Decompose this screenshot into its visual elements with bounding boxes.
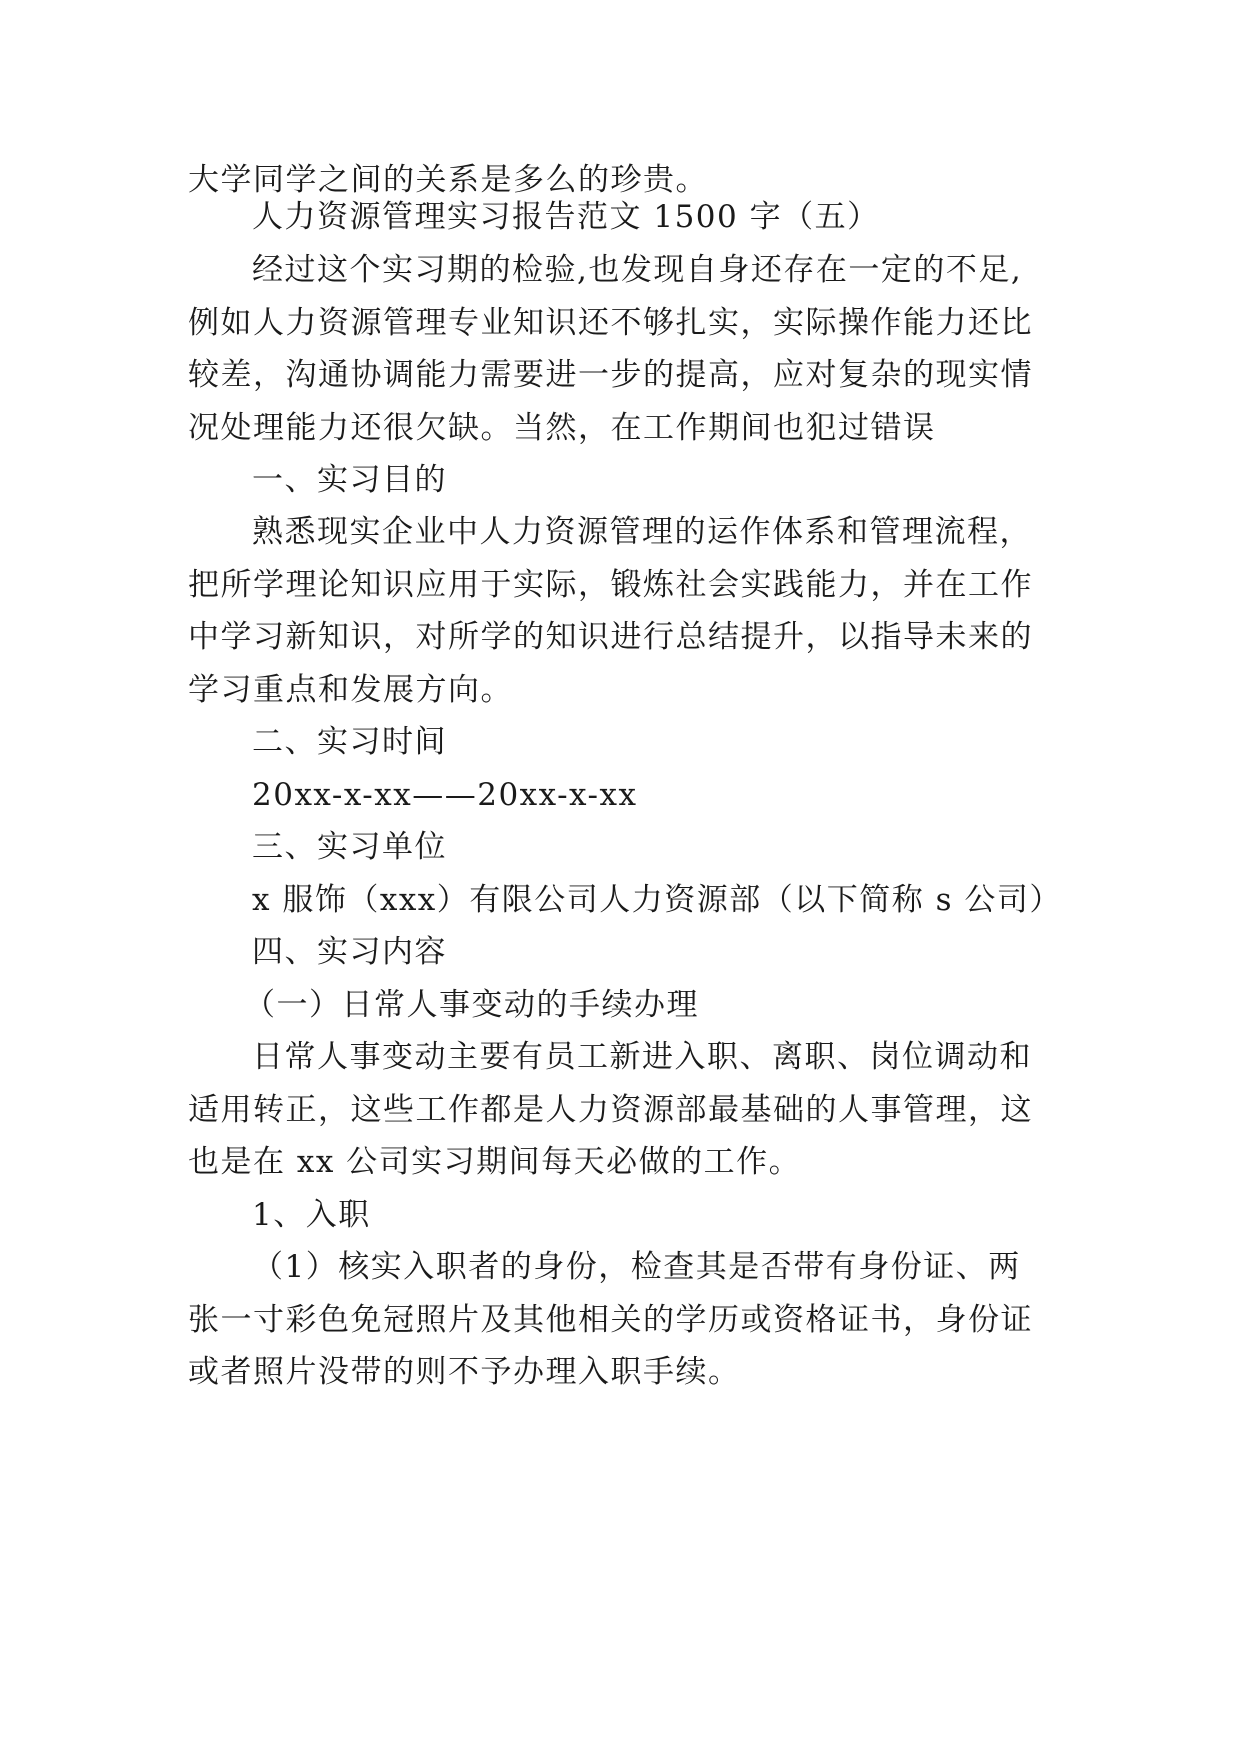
paragraph-line: 例如人力资源管理专业知识还不够扎实，实际操作能力还比 — [188, 305, 1033, 341]
paragraph-line: 较差，沟通协调能力需要进一步的提高，应对复杂的现实情 — [188, 357, 1033, 393]
paragraph-line: 张一寸彩色免冠照片及其他相关的学历或资格证书，身份证 — [188, 1302, 1033, 1338]
internship-dates: 20xx-x-xx——20xx-x-xx — [252, 777, 638, 813]
paragraph-line: 日常人事变动主要有员工新进入职、离职、岗位调动和 — [252, 1039, 1032, 1075]
subheading-personnel-changes: （一）日常人事变动的手续办理 — [244, 987, 699, 1023]
paragraph-line: 中学习新知识，对所学的知识进行总结提升，以指导未来的 — [188, 619, 1033, 655]
paragraph-line: 适用转正，这些工作都是人力资源部最基础的人事管理，这 — [188, 1092, 1033, 1128]
paragraph-line: 也是在 xx 公司实习期间每天必做的工作。 — [188, 1144, 802, 1180]
paragraph-line: 熟悉现实企业中人力资源管理的运作体系和管理流程， — [252, 514, 1032, 550]
heading-purpose: 一、实习目的 — [252, 462, 447, 498]
paragraph-line: 或者照片没带的则不予办理入职手续。 — [188, 1354, 741, 1390]
heading-content: 四、实习内容 — [252, 934, 447, 970]
section-title: 人力资源管理实习报告范文 1500 字（五） — [252, 199, 880, 235]
heading-onboarding: 1、入职 — [252, 1197, 371, 1233]
paragraph-line: 经过这个实习期的检验,也发现自身还存在一定的不足, — [252, 252, 1023, 288]
heading-unit: 三、实习单位 — [252, 829, 447, 865]
paragraph-line: 把所学理论知识应用于实际，锻炼社会实践能力，并在工作 — [188, 567, 1033, 603]
paragraph-line: 学习重点和发展方向。 — [188, 672, 513, 708]
paragraph-line: 大学同学之间的关系是多么的珍贵。 — [188, 162, 708, 198]
heading-time: 二、实习时间 — [252, 724, 447, 760]
paragraph-line: （1）核实入职者的身份，检查其是否带有身份证、两 — [252, 1249, 1021, 1285]
internship-unit: x 服饰（xxx）有限公司人力资源部（以下简称 s 公司） — [252, 882, 1062, 918]
paragraph-line: 况处理能力还很欠缺。当然，在工作期间也犯过错误 — [188, 410, 936, 446]
